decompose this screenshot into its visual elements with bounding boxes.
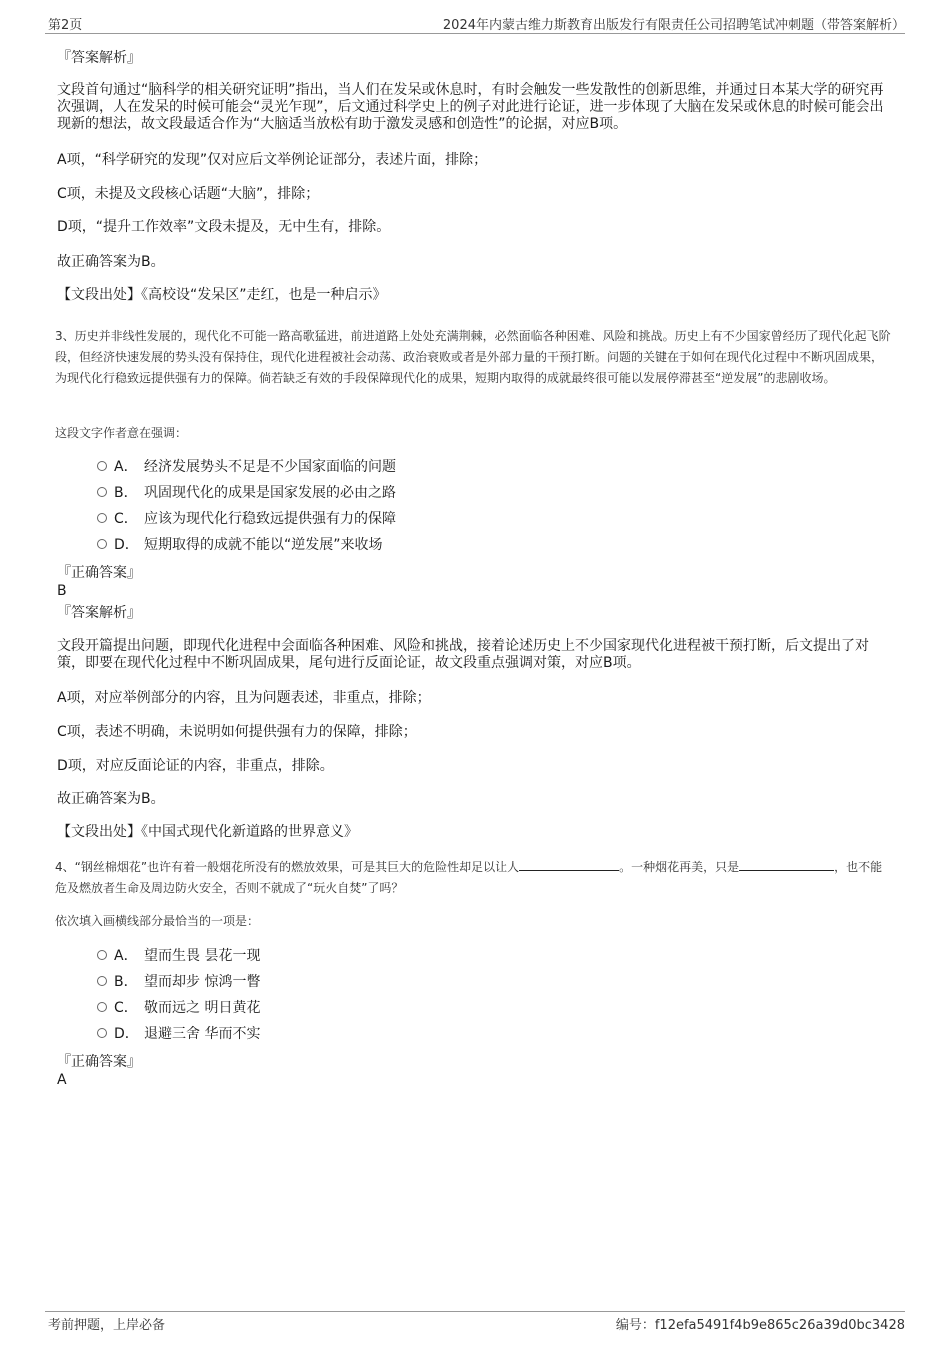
q3-option-d[interactable]	[97, 536, 383, 554]
q2-source: 【文段出处】《高校设“发呆区”走红，也是一种启示》	[57, 287, 387, 303]
radio-icon[interactable]	[97, 461, 107, 471]
q4-prompt: 依次填入画横线部分最恰当的一项是：	[55, 914, 260, 928]
option-letter: B．	[114, 485, 138, 501]
radio-icon[interactable]	[97, 1002, 107, 1012]
q4-option-a[interactable]	[97, 947, 260, 965]
option-text: 经济发展势头不足是不少国家面临的问题	[144, 459, 396, 475]
option-text: 短期取得的成就不能以“逆发展”来收场	[144, 537, 383, 553]
q3-source: 【文段出处】《中国式现代化新道路的世界意义》	[57, 824, 358, 840]
option-letter: D．	[114, 1026, 139, 1042]
q2-analysis-label: 『答案解析』	[57, 50, 141, 66]
fill-blank-1	[519, 858, 619, 871]
option-letter: A．	[114, 459, 138, 475]
q3-option-b[interactable]	[97, 484, 396, 502]
q2-option-c-explain: C项，未提及文段核心话题“大脑”，排除；	[57, 186, 320, 202]
q4-answer-label: 『正确答案』	[57, 1054, 141, 1070]
q3-answer-label: 『正确答案』	[57, 565, 141, 581]
q3-prompt: 这段文字作者意在强调：	[55, 426, 188, 440]
q3-answer: B	[57, 583, 67, 599]
radio-icon[interactable]	[97, 513, 107, 523]
option-letter: B．	[114, 974, 138, 990]
q2-option-a-explain: A项，“科学研究的发现”仅对应后文举例论证部分，表述片面，排除；	[57, 152, 488, 168]
q4-option-d[interactable]	[97, 1025, 260, 1043]
footer-divider	[45, 1311, 905, 1312]
radio-icon[interactable]	[97, 487, 107, 497]
option-letter: C．	[114, 1000, 138, 1016]
option-text: 退避三舍 华而不实	[144, 1026, 261, 1042]
option-text: 望而却步 惊鸿一瞥	[144, 974, 261, 990]
q4-option-c[interactable]	[97, 999, 260, 1017]
radio-icon[interactable]	[97, 976, 107, 986]
option-letter: C．	[114, 511, 138, 527]
q3-option-d-explain: D项，对应反面论证的内容，非重点，排除。	[57, 758, 334, 774]
q4-stem-part1: 4、“钢丝棉烟花”也许有着一般烟花所没有的燃放效果，可是其巨大的危险性却足以让人	[55, 860, 520, 874]
radio-icon[interactable]	[97, 950, 107, 960]
option-text: 敬而远之 明日黄花	[144, 1000, 261, 1016]
radio-icon[interactable]	[97, 539, 107, 549]
q2-option-d-explain: D项，“提升工作效率”文段未提及，无中生有，排除。	[57, 219, 391, 235]
q4-stem-part2: 。一种烟花再美，只是	[619, 860, 740, 874]
footer-slogan: 考前押题，上岸必备	[48, 1318, 166, 1333]
q3-option-a[interactable]	[97, 458, 396, 476]
document-code: 编号：f12efa5491f4b9e865c26a39d0bc3428	[615, 1318, 905, 1333]
page-number: 第2页	[48, 18, 83, 33]
header-divider	[45, 33, 905, 34]
q3-option-a-explain: A项，对应举例部分的内容，且为问题表述，非重点，排除；	[57, 690, 431, 706]
option-letter: D．	[114, 537, 139, 553]
q3-stem: 3、历史并非线性发展的，现代化不可能一路高歌猛进，前进道路上处处充满荆棘，必然面临各种困难、风险和挑战。历史上有不少国家曾经历了现代化起飞阶段，但经济快速发展的势头没有保持住，现代化进程被社会动荡、政治衰败或者是外部力量的干预打断。问题的关键在于如何在现代化过程中不断巩固成果，为现代化行稳致远提供强有力的保障。倘若缺乏有效的手段保障现代化的成果，短期内取得的成就最终很可能以发展停滞甚至“逆发展”的悲剧收场。	[55, 329, 891, 385]
radio-icon[interactable]	[97, 1028, 107, 1038]
q3-conclusion: 故正确答案为B。	[57, 791, 165, 807]
q4-answer: A	[57, 1072, 67, 1088]
document-title: 2024年内蒙古维力斯教育出版发行有限责任公司招聘笔试冲刺题（带答案解析）	[442, 18, 905, 33]
q3-option-c[interactable]	[97, 510, 396, 528]
option-text: 巩固现代化的成果是国家发展的必由之路	[144, 485, 396, 501]
q3-analysis-text: 文段开篇提出问题，即现代化进程中会面临各种困难、风险和挑战，接着论述历史上不少国家现代化进程被干预打断，后文提出了对策，即要在现代化过程中不断巩固成果，尾句进行反面论证，故文段重点强调对策，对应B项。	[57, 638, 869, 671]
page-header	[48, 14, 905, 34]
q3-analysis-label: 『答案解析』	[57, 605, 141, 621]
q4-stem	[55, 857, 892, 899]
fill-blank-2	[739, 858, 834, 871]
q4-option-b[interactable]	[97, 973, 260, 991]
q2-conclusion: 故正确答案为B。	[57, 254, 165, 270]
q3-option-c-explain: C项，表述不明确，未说明如何提供强有力的保障，排除；	[57, 724, 417, 740]
option-text: 应该为现代化行稳致远提供强有力的保障	[144, 511, 396, 527]
option-text: 望而生畏 昙花一现	[144, 948, 261, 964]
q4-stem-part3: ，也不能危及燃放者生命及周边防火安全，否则不就成了“玩火自焚”了吗？	[55, 860, 883, 895]
option-letter: A．	[114, 948, 138, 964]
q2-analysis-text: 文段首句通过“脑科学的相关研究证明”指出，当人们在发呆或休息时，有时会触发一些发散性的创新思维，并通过日本某大学的研究再次强调，人在发呆的时候可能会“灵光乍现”，后文通过科学史上的例子对此进行论证，进一步体现了大脑在发呆或休息的时候可能会出现新的想法，故文段最适合作为“大脑适当放松有助于激发灵感和创造性”的论据，对应B项。	[57, 82, 884, 132]
